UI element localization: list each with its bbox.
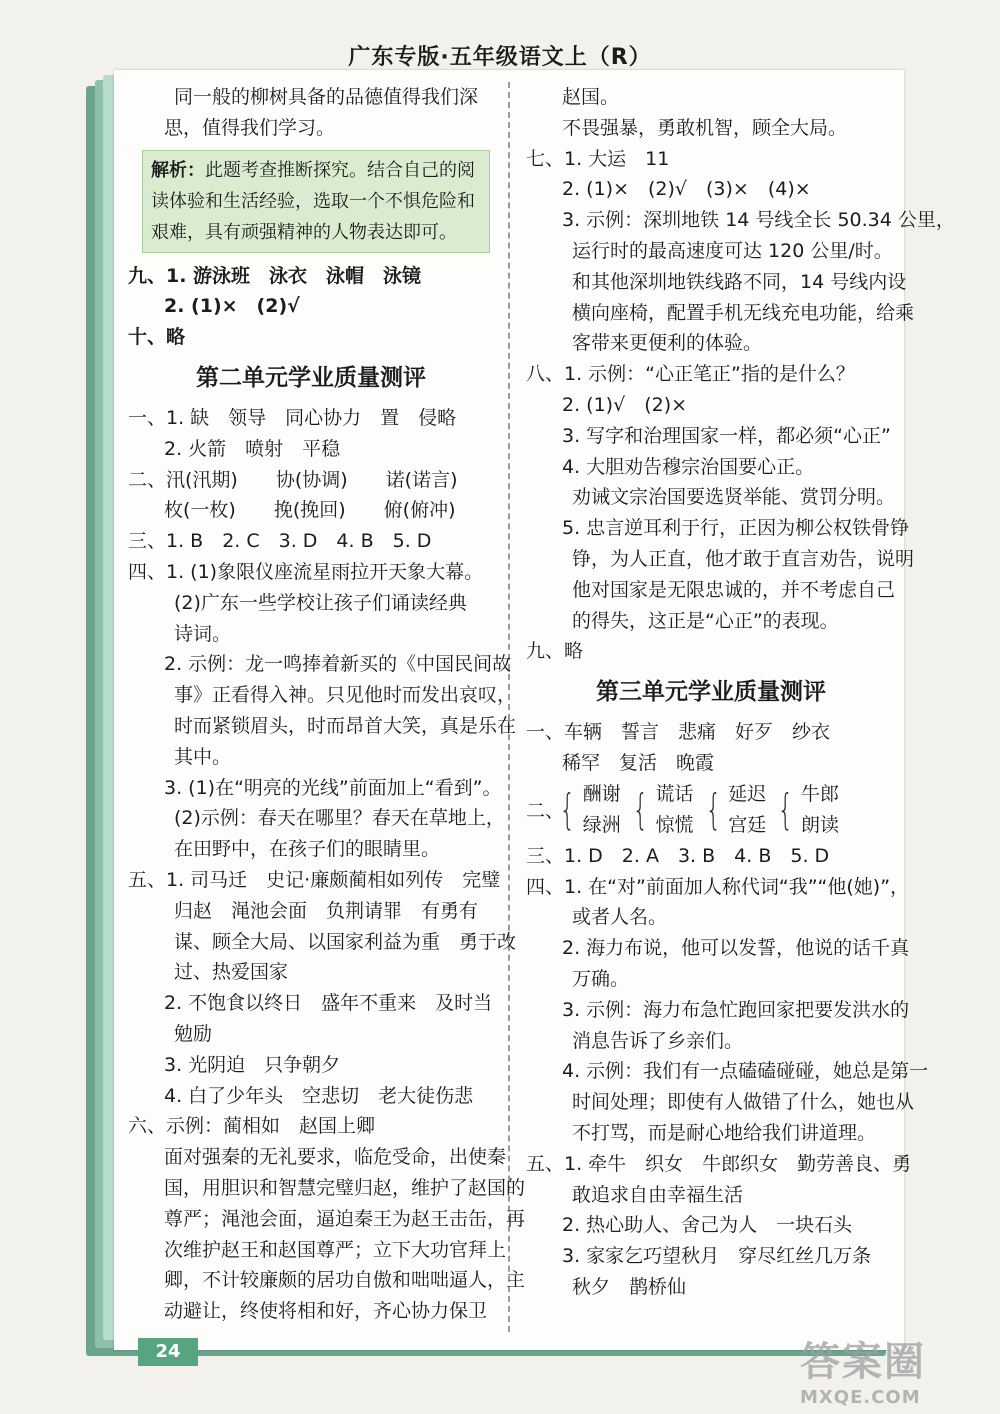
pair-word: 酬谢 xyxy=(582,782,621,805)
answer-line: 在田野中，在孩子们的眼睛里。 xyxy=(174,838,441,861)
answer-line: 七、1. 大运 11 xyxy=(526,147,670,170)
brace-icon: { xyxy=(559,784,576,834)
answer-line: 三、1. D 2. A 3. B 4. B 5. D xyxy=(526,844,830,867)
answer-line: 动避让，终使将相和好，齐心协力保卫 xyxy=(164,1300,488,1323)
answer-line: 归赵 渑池会面 负荆请罪 有勇有 xyxy=(174,899,479,922)
answer-line: 3. (1)在“明亮的光线”前面加上“看到”。 xyxy=(164,776,502,799)
answer-line: 2. 示例：龙一鸣捧着新买的《中国民间故 xyxy=(164,653,512,676)
answer-line: 二、汛(汛期) 协(协调) 诺(诺言) xyxy=(128,468,458,491)
answer-line: 消息告诉了乡亲们。 xyxy=(572,1029,744,1052)
answer-line: 诗词。 xyxy=(174,622,232,645)
pair-word: 延迟 xyxy=(728,782,767,805)
answer-line: 五、1. 牵牛 织女 牛郎织女 勤劳善良、勇 xyxy=(526,1152,912,1175)
answer-line: 五、1. 司马迁 史记·廉颇蔺相如列传 完璧 xyxy=(128,868,501,891)
pair-word: 惊慌 xyxy=(655,813,694,836)
answer-line: 尊严；渑池会面，逼迫秦王为赵王击缶，再 xyxy=(164,1207,526,1230)
word-pair xyxy=(554,779,621,841)
analysis-text: 艰难，具有顽强精神的人物表达即可。 xyxy=(151,221,457,243)
answer-line: 2. 海力布说，他可以发誓，他说的话千真 xyxy=(562,937,910,960)
analysis-text: 此题考查推断探究。结合自己的阅 xyxy=(205,159,475,181)
answer-line: 国，用胆识和智慧完璧归赵，维护了赵国的 xyxy=(164,1176,526,1199)
answer-line: 的得失，这正是“心正”的表现。 xyxy=(572,609,839,632)
right-column xyxy=(526,82,955,1303)
answer-line: 其中。 xyxy=(174,745,232,768)
pair-word: 宫廷 xyxy=(728,813,767,836)
answer-line: 和其他深圳地铁线路不同，14 号线内设 xyxy=(572,270,907,293)
answer-line: 四、1. (1)象限仪座流星雨拉开天象大幕。 xyxy=(128,560,484,583)
analysis-box xyxy=(142,150,490,253)
answer-line: 万确。 xyxy=(572,967,630,990)
answer-line: 3. 写字和治理国家一样，都必须“心正” xyxy=(562,424,891,447)
answer-line: 他对国家是无限忠诚的，并不考虑自己 xyxy=(572,578,896,601)
watermark-url: MXQE.COM xyxy=(800,1387,921,1408)
answer-line: 5. 忠言逆耳利于行，正因为柳公权铁骨铮 xyxy=(562,517,910,540)
answer-line: 4. 大胆劝告穆宗治国要心正。 xyxy=(562,455,815,478)
answer-line: 赵国。 xyxy=(562,86,620,108)
answer-line: (2)示例：春天在哪里？春天在草地上， xyxy=(174,807,505,830)
answer-line: 时而紧锁眉头，时而昂首大笑，真是乐在 xyxy=(174,714,517,737)
answer-line: 三、1. B 2. C 3. D 4. B 5. D xyxy=(128,530,432,553)
answer-line: 3. 示例：深圳地铁 14 号线全长 50.34 公里， xyxy=(562,209,955,232)
analysis-text: 读体验和生活经验，选取一个不惧危险和 xyxy=(151,190,475,212)
answer-line: 敢追求自由幸福生活 xyxy=(572,1183,744,1206)
answer-line: 2. (1)× (2)√ xyxy=(164,295,300,318)
answer-line: 2. 热心助人、舍己为人 一块石头 xyxy=(562,1214,853,1237)
answer-line: 枚(一枚) 挽(挽回) 俯(俯冲) xyxy=(164,499,456,522)
answer-line: 4. 白了少年头 空悲切 老大徒伤悲 xyxy=(164,1084,474,1107)
analysis-label: 解析： xyxy=(151,159,205,181)
answer-line: 不畏强暴，勇敢机智，顾全大局。 xyxy=(562,116,848,139)
answer-line: 次维护赵王和赵国尊严；立下大功官拜上 xyxy=(164,1238,507,1261)
answer-line: 或者人名。 xyxy=(572,906,668,929)
section-title: 第三单元学业质量测评 xyxy=(596,679,826,706)
answer-line: 面对强秦的无礼要求，临危受命，出使秦 xyxy=(164,1146,507,1169)
pair-word: 谎话 xyxy=(655,782,694,805)
answer-line: 3. 光阴迫 只争朝夕 xyxy=(164,1053,341,1076)
answer-line: 四、1. 在“对”前面加人称代词“我”“他(她)”， xyxy=(526,875,910,898)
answer-line: 过、热爱国家 xyxy=(174,961,289,984)
page-header: 广东专版·五年级语文上（R） xyxy=(348,45,652,70)
brace-icon: { xyxy=(777,784,794,834)
answer-line: 2. 不饱食以终日 盛年不重来 及时当 xyxy=(164,992,493,1015)
question-number: 二、 xyxy=(526,800,565,823)
answer-line: 2. (1)× (2)√ (3)× (4)× xyxy=(562,178,811,201)
answer-line: 横向座椅，配置手机无线充电功能，给乘 xyxy=(572,301,915,324)
answer-line: 3. 示例：海力布急忙跑回家把要发洪水的 xyxy=(562,998,910,1021)
answer-line: 3. 家家乞巧望秋月 穿尽红丝几万条 xyxy=(562,1245,872,1268)
answer-line: 铮，为人正直，他才敢于直言劝告，说明 xyxy=(572,547,915,570)
answer-line: 勉励 xyxy=(174,1022,213,1045)
answer-line: 稀罕 复活 晚霞 xyxy=(562,751,715,774)
answer-line: 客带来更便利的体验。 xyxy=(572,332,763,355)
answer-line: 事》正看得入神。只见他时而发出哀叹， xyxy=(174,684,517,707)
answer-line: 谋、顾全大局、以国家利益为重 勇于改 xyxy=(174,930,517,953)
answer-line: 八、1. 示例：“心正笔正”指的是什么？ xyxy=(526,363,855,386)
page-number: 24 xyxy=(138,1338,198,1366)
brace-icon: { xyxy=(632,784,649,834)
answer-line: 4. 示例：我们有一点磕磕碰碰，她总是第一 xyxy=(562,1060,929,1083)
answer-line: (2)广东一些学校让孩子们诵读经典 xyxy=(174,591,467,614)
pair-word: 绿洲 xyxy=(582,813,621,836)
pair-word: 牛郎 xyxy=(800,782,839,805)
watermark-text: 答案圈 xyxy=(800,1339,926,1385)
word-pair xyxy=(700,779,767,841)
answer-line: 九、略 xyxy=(526,640,584,663)
brace-answer-group xyxy=(526,779,896,841)
word-pair xyxy=(627,779,694,841)
answer-line: 秋夕 鹊桥仙 xyxy=(572,1275,687,1298)
answer-line: 2. 火箭 喷射 平稳 xyxy=(164,437,341,460)
answer-line: 十、略 xyxy=(128,326,186,349)
watermark-logo xyxy=(800,1330,990,1410)
text-line: 思，值得我们学习。 xyxy=(164,116,336,139)
answer-line: 不打骂，而是耐心地给我们讲道理。 xyxy=(572,1121,877,1144)
answer-line: 一、车辆 誓言 悲痛 好歹 纱衣 xyxy=(526,721,831,744)
answer-line: 卿，不计较廉颇的居功自傲和咄咄逼人，主 xyxy=(164,1269,526,1292)
answer-line: 一、1. 缺 领导 同心协力 置 侵略 xyxy=(128,406,457,429)
answer-line: 2. (1)√ (2)× xyxy=(562,393,688,416)
section-title: 第二单元学业质量测评 xyxy=(196,364,426,391)
pair-word: 朗读 xyxy=(800,813,839,836)
answer-line: 劝诫文宗治国要选贤举能、赏罚分明。 xyxy=(572,486,896,509)
text-line: 同一般的柳树具备的品德值得我们深 xyxy=(174,86,479,108)
left-column xyxy=(128,82,526,1327)
answer-line: 六、示例：蔺相如 赵国上卿 xyxy=(128,1115,376,1138)
word-pair xyxy=(772,779,839,841)
answer-line: 运行时的最高速度可达 120 公里/时。 xyxy=(572,239,893,262)
answer-line: 九、1. 游泳班 泳衣 泳帽 泳镜 xyxy=(128,264,422,287)
brace-icon: { xyxy=(704,784,721,834)
answer-line: 时间处理；即使有人做错了什么，她也从 xyxy=(572,1091,915,1114)
